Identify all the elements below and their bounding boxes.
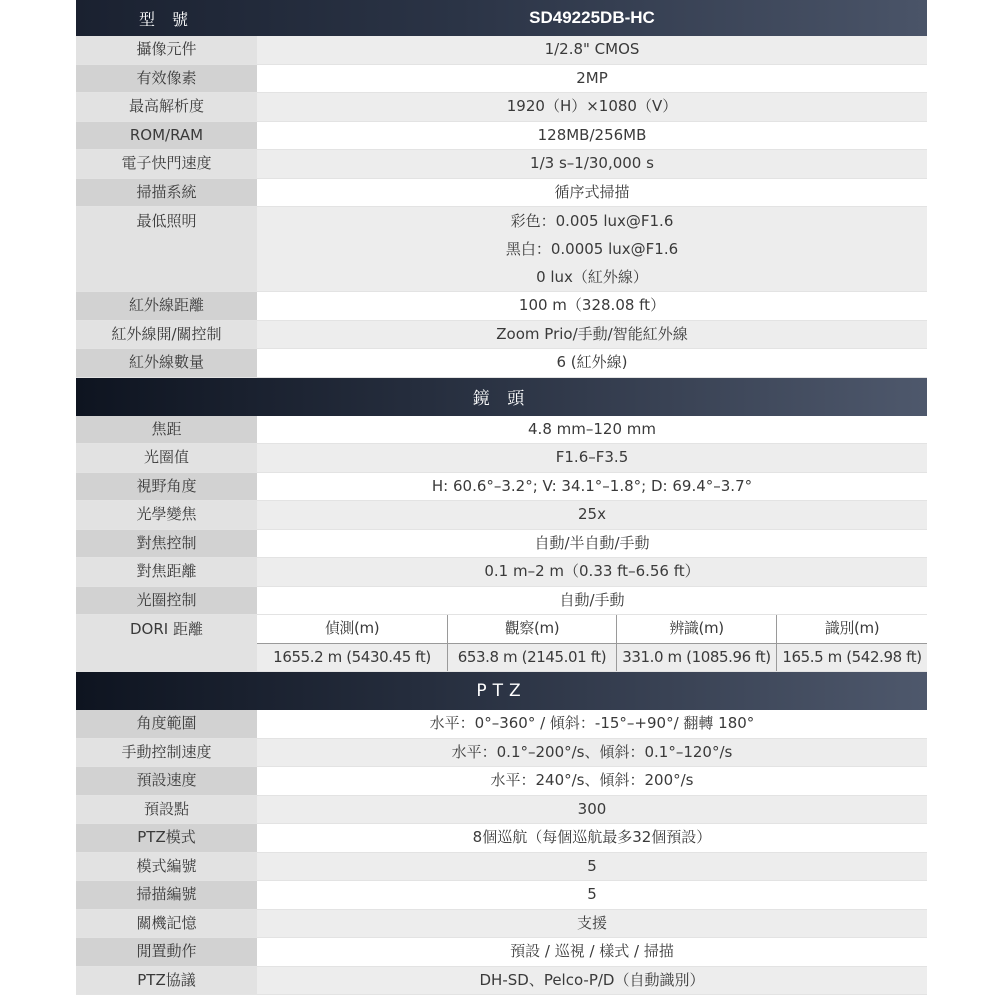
- spec-label: 電子快門速度: [76, 150, 257, 178]
- spec-label: 掃描編號: [76, 881, 257, 909]
- spec-label: 手動控制速度: [76, 739, 257, 767]
- dori-value-detect: 1655.2 m (5430.45 ft): [257, 644, 448, 672]
- spec-label: 關機記憶: [76, 910, 257, 938]
- spec-value: 25x: [257, 501, 927, 529]
- spec-label: 最高解析度: [76, 93, 257, 121]
- spec-label: ROM/RAM: [76, 122, 257, 150]
- spec-row: [76, 530, 927, 559]
- model-label: 型 號: [138, 9, 195, 29]
- spec-sheet: [76, 0, 927, 995]
- dori-value-observe: 653.8 m (2145.01 ft): [448, 644, 617, 672]
- spec-label: 對焦控制: [76, 530, 257, 558]
- dori-table: [257, 615, 927, 671]
- spec-row: [76, 558, 927, 587]
- dori-header-identify: 識別(m): [777, 615, 927, 644]
- spec-row: [76, 796, 927, 825]
- spec-label: PTZ協議: [76, 967, 257, 995]
- spec-row: [76, 767, 927, 796]
- dori-value-identify: 165.5 m (542.98 ft): [777, 644, 927, 672]
- dori-value-recognize: 331.0 m (1085.96 ft): [617, 644, 777, 672]
- spec-label: 掃描系統: [76, 179, 257, 207]
- spec-row: [76, 150, 927, 179]
- spec-value: 1/3 s–1/30,000 s: [257, 150, 927, 178]
- dori-header-detect: 偵測(m): [257, 615, 448, 644]
- spec-value: 水平：0.1°–200°/s、傾斜：0.1°–120°/s: [257, 739, 927, 767]
- spec-row: [76, 881, 927, 910]
- spec-value: F1.6–F3.5: [257, 444, 927, 472]
- spec-row: [76, 824, 927, 853]
- spec-row: [76, 710, 927, 739]
- spec-value: DH-SD、Pelco-P/D（自動識別）: [257, 967, 927, 995]
- spec-label: 光圈值: [76, 444, 257, 472]
- spec-label: 模式編號: [76, 853, 257, 881]
- spec-label: 角度範圍: [76, 710, 257, 738]
- spec-value: 預設 / 巡視 / 樣式 / 掃描: [257, 938, 927, 966]
- spec-value: 水平：240°/s、傾斜：200°/s: [257, 767, 927, 795]
- spec-label: 預設速度: [76, 767, 257, 795]
- spec-value: 水平：0°–360° / 傾斜：-15°–+90°/ 翻轉 180°: [257, 710, 927, 738]
- dori-header-recognize: 辨識(m): [617, 615, 777, 644]
- spec-row: [76, 501, 927, 530]
- spec-row: [76, 349, 927, 378]
- spec-value: 0.1 m–2 m（0.33 ft–6.56 ft）: [257, 558, 927, 586]
- spec-row: [76, 473, 927, 502]
- spec-value: 5: [257, 881, 927, 909]
- spec-row: [76, 65, 927, 94]
- model-number: SD49225DB-HC: [529, 8, 655, 27]
- spec-value: 6 (紅外線): [257, 349, 927, 377]
- spec-value: 自動/手動: [257, 587, 927, 615]
- spec-value: 100 m（328.08 ft）: [257, 292, 927, 320]
- ptz-section-header: PTZ: [76, 672, 927, 710]
- spec-row: [76, 416, 927, 445]
- spec-row: [76, 93, 927, 122]
- spec-value: H: 60.6°–3.2°; V: 34.1°–1.8°; D: 69.4°–3.7°: [257, 473, 927, 501]
- spec-value: 1/2.8" CMOS: [257, 36, 927, 64]
- spec-label: 紅外線距離: [76, 292, 257, 320]
- spec-label: 焦距: [76, 416, 257, 444]
- spec-value: 5: [257, 853, 927, 881]
- spec-label: 視野角度: [76, 473, 257, 501]
- spec-row: [76, 739, 927, 768]
- lens-section-header: 鏡 頭: [76, 378, 927, 416]
- spec-value: 4.8 mm–120 mm: [257, 416, 927, 444]
- spec-row: [76, 853, 927, 882]
- spec-value: Zoom Prio/手動/智能紅外線: [257, 321, 927, 349]
- spec-label: 光圈控制: [76, 587, 257, 615]
- spec-row: [76, 292, 927, 321]
- model-header: [76, 0, 927, 36]
- dori-row: [76, 615, 927, 672]
- spec-label: 預設點: [76, 796, 257, 824]
- spec-label: 攝像元件: [76, 36, 257, 64]
- illumination-bw: 黑白：0.0005 lux@F1.6: [505, 240, 679, 258]
- spec-row: [76, 179, 927, 208]
- spec-label: 閒置動作: [76, 938, 257, 966]
- spec-label: 有效像素: [76, 65, 257, 93]
- spec-row: [76, 444, 927, 473]
- spec-row: [76, 910, 927, 939]
- spec-value: 自動/半自動/手動: [257, 530, 927, 558]
- spec-row: [76, 587, 927, 616]
- spec-value: [257, 207, 927, 291]
- spec-value: 循序式掃描: [257, 179, 927, 207]
- spec-value: 支援: [257, 910, 927, 938]
- spec-label: 對焦距離: [76, 558, 257, 586]
- spec-value: 8個巡航（每個巡航最多32個預設）: [257, 824, 927, 852]
- spec-value: 2MP: [257, 65, 927, 93]
- spec-row: [76, 938, 927, 967]
- spec-value: 128MB/256MB: [257, 122, 927, 150]
- spec-row: [76, 122, 927, 151]
- spec-label: 最低照明: [76, 207, 257, 291]
- spec-label: 紅外線數量: [76, 349, 257, 377]
- illumination-ir: 0 lux（紅外線）: [536, 268, 648, 286]
- spec-value: 1920（H）×1080（V）: [257, 93, 927, 121]
- spec-value: 300: [257, 796, 927, 824]
- dori-header-observe: 觀察(m): [448, 615, 617, 644]
- spec-label: 光學變焦: [76, 501, 257, 529]
- spec-row: [76, 321, 927, 350]
- min-illumination-row: [76, 207, 927, 292]
- spec-label: PTZ模式: [76, 824, 257, 852]
- spec-label: DORI 距離: [76, 615, 257, 671]
- spec-row: [76, 967, 927, 996]
- spec-label: 紅外線開/關控制: [76, 321, 257, 349]
- illumination-color: 彩色：0.005 lux@F1.6: [510, 212, 674, 230]
- spec-row: [76, 36, 927, 65]
